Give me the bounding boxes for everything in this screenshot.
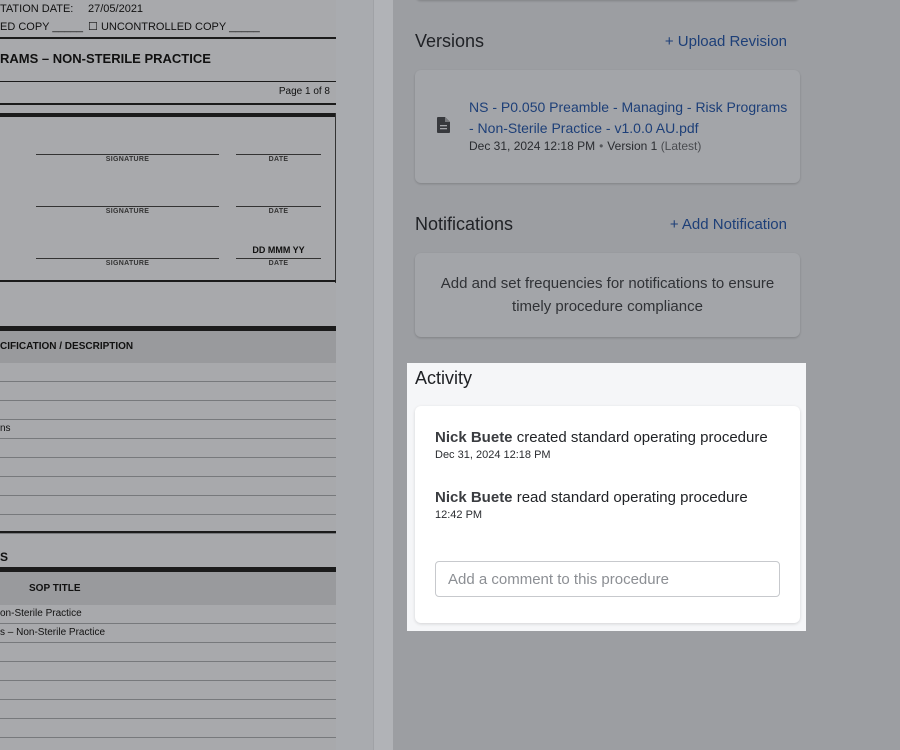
date-placeholder: DD MMM YY: [252, 245, 305, 255]
version-card: [415, 70, 800, 183]
activity-text: [435, 489, 790, 506]
version-date: Dec 31, 2024 12:18 PM: [469, 139, 596, 153]
version-meta: [469, 139, 701, 153]
controlled-copy-label: ED COPY _____: [0, 21, 83, 33]
table2-header-label: SOP TITLE: [29, 583, 81, 594]
table-row: [0, 477, 336, 496]
date-caption: DATE: [268, 156, 289, 163]
version-file-link[interactable]: NS - P0.050 Preamble - Managing - Risk Programs - Non-Sterile Practice - v1.0.0 AU.pdf: [469, 99, 788, 136]
table-cell: on-Sterile Practice: [0, 608, 82, 619]
table-row: [0, 700, 336, 719]
activity-title: Activity: [415, 368, 473, 388]
table1-bottom-border: [0, 531, 336, 533]
signature-line: [36, 154, 219, 155]
version-number: Version 1: [607, 139, 658, 153]
table-row: [0, 363, 336, 382]
activity-item: [435, 429, 790, 461]
activity-user[interactable]: Nick Buete: [435, 429, 513, 446]
file-document-icon: [437, 117, 450, 133]
uncontrolled-copy: [88, 18, 260, 37]
table-row: [0, 738, 336, 750]
signature-line: [36, 258, 219, 259]
activity-time: 12:42 PM: [435, 509, 483, 521]
notifications-empty-card: [415, 253, 800, 337]
add-notification-button[interactable]: + Add Notification: [669, 216, 787, 233]
latest-badge: (Latest): [660, 139, 702, 153]
page-divider: [0, 103, 336, 105]
table-row: [0, 719, 336, 738]
table-row: [0, 681, 336, 700]
meta-separator: •: [599, 139, 604, 153]
activity-card: [415, 406, 800, 623]
upload-revision-button[interactable]: + Upload Revision: [664, 33, 787, 50]
table-row: [0, 458, 336, 477]
document-preview-pane[interactable]: [0, 0, 375, 750]
header-divider: [0, 37, 336, 39]
section-heading: S: [0, 550, 9, 564]
date-line: [236, 154, 321, 155]
signature-block-bottom-border: [0, 280, 336, 282]
versions-title: Versions: [415, 31, 485, 51]
signature-block-top-border: [0, 113, 336, 117]
table-row: [0, 439, 336, 458]
document-title: RAMS – NON-STERILE PRACTICE: [0, 51, 211, 66]
page-number: Page 1 of 8: [278, 86, 330, 97]
table-row: [0, 662, 336, 681]
implementation-date-label: TATION DATE:: [0, 3, 74, 15]
table1-header: CIFICATION / DESCRIPTION: [0, 331, 336, 363]
uncontrolled-copy-label: UNCONTROLLED COPY _____: [100, 21, 260, 33]
table-row: [0, 624, 336, 643]
table-cell: s – Non-Sterile Practice: [0, 627, 106, 638]
table-row: [0, 643, 336, 662]
activity-text: [435, 429, 790, 446]
implementation-date-value: 27/05/2021: [88, 3, 144, 15]
notifications-title: Notifications: [415, 214, 514, 234]
table-row: [0, 605, 336, 624]
date-caption: DATE: [268, 260, 289, 267]
activity-item: [435, 489, 790, 521]
date-line: [236, 258, 321, 259]
date-line: [236, 206, 321, 207]
activity-user[interactable]: Nick Buete: [435, 489, 513, 506]
notifications-empty-text: Add and set frequencies for notifications to ensure timely procedure compliance: [440, 275, 775, 315]
date-caption: DATE: [268, 208, 289, 215]
table-row: [0, 401, 336, 420]
signature-block-right-border: [335, 113, 336, 283]
signature-caption: SIGNATURE: [105, 156, 150, 163]
activity-time: Dec 31, 2024 12:18 PM: [435, 449, 551, 461]
table2-header: [0, 572, 336, 605]
table-row: [0, 496, 336, 515]
table-row: [0, 420, 336, 439]
document-page: [0, 0, 336, 750]
comment-input[interactable]: [435, 561, 780, 597]
signature-caption: SIGNATURE: [105, 260, 150, 267]
checkbox-icon: ☐: [88, 21, 98, 33]
activity-action: created standard operating procedure: [516, 429, 768, 446]
document-pane-scrollbar-track[interactable]: [373, 0, 393, 750]
signature-caption: SIGNATURE: [105, 208, 150, 215]
signature-line: [36, 206, 219, 207]
table-cell: ns: [0, 423, 11, 434]
activity-action: read standard operating procedure: [516, 489, 748, 506]
title-divider: [0, 81, 336, 82]
table-row: [0, 382, 336, 401]
